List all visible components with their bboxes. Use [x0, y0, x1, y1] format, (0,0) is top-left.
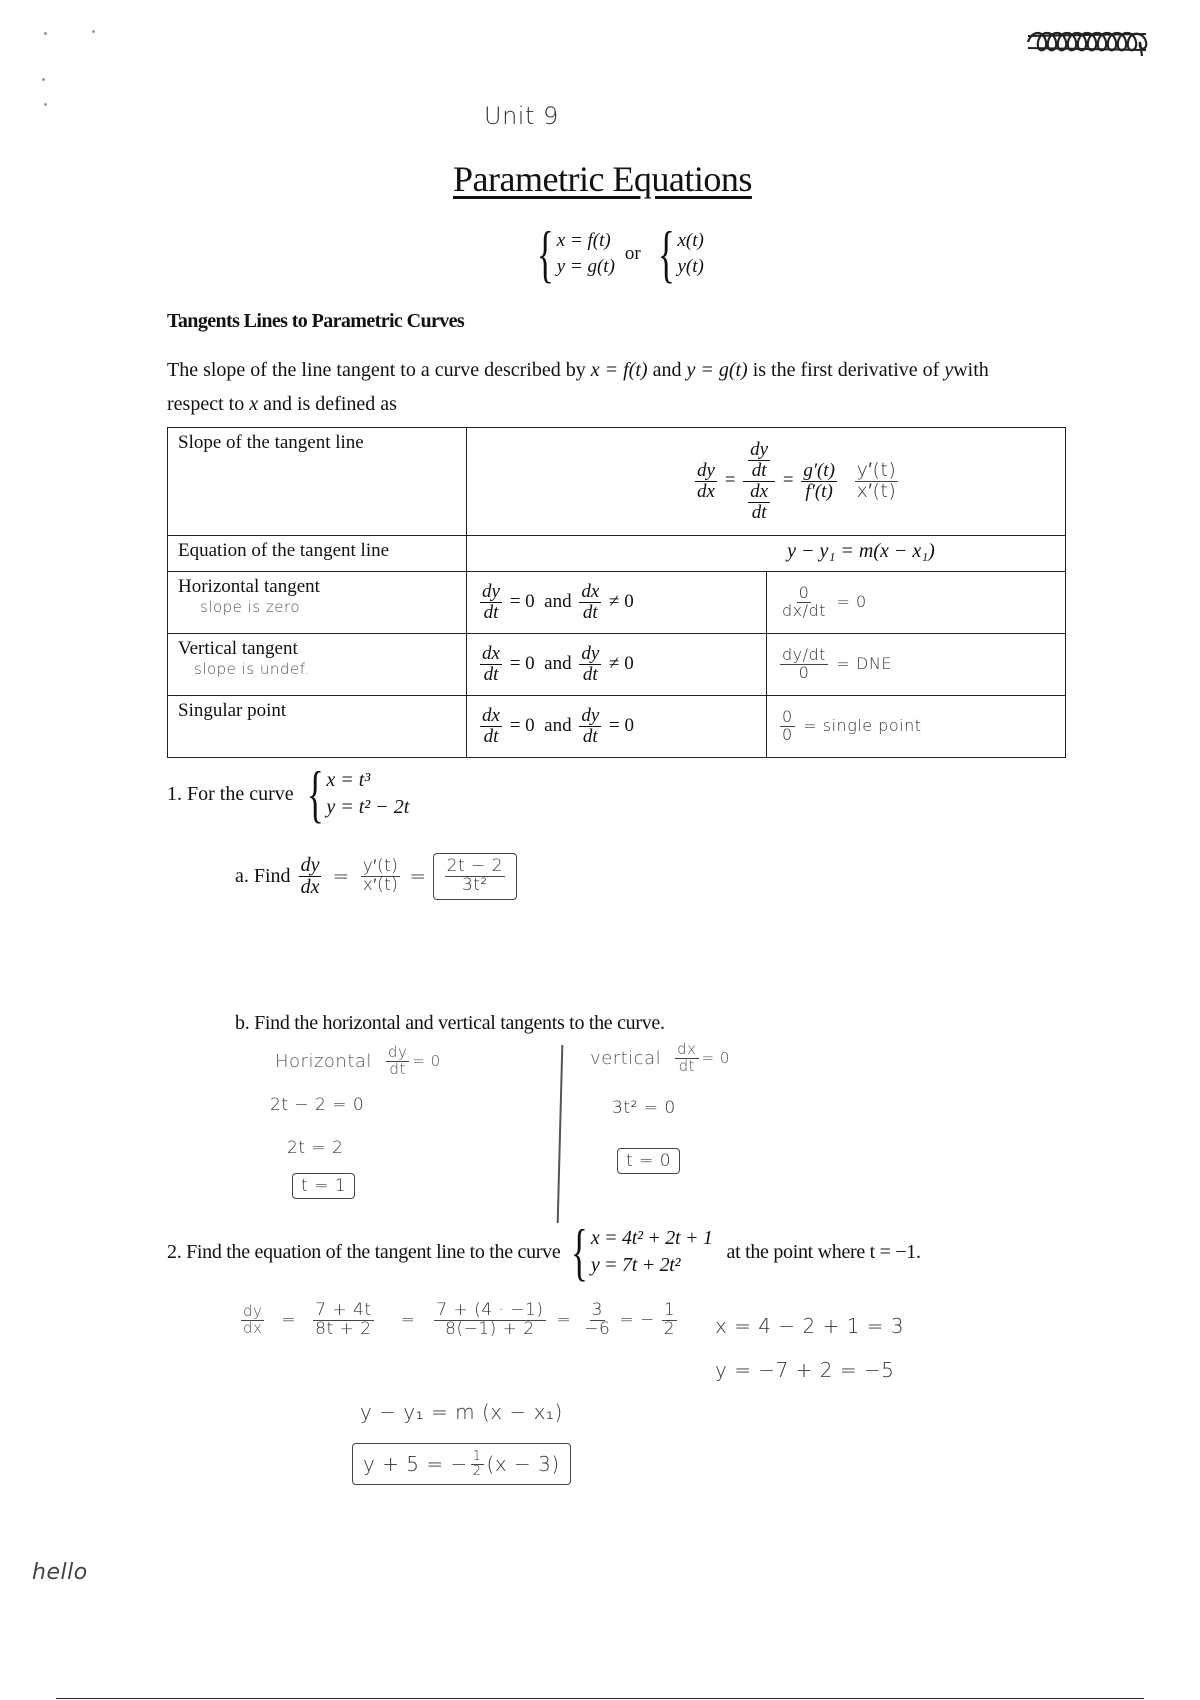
row-label: Equation of the tangent line: [168, 536, 467, 572]
x-point-calc: x = 4 − 2 + 1 = 3: [715, 1314, 905, 1338]
horizontal-answer: t = 1: [292, 1173, 355, 1199]
table-row: [168, 634, 1066, 696]
scribble-mark: [1022, 20, 1162, 60]
horizontal-step-2: 2t = 2: [287, 1138, 344, 1158]
derivative-fraction: $\frac{g'(t)}{f'(t)}$: [803, 460, 835, 502]
margin-speck: [44, 32, 47, 35]
margin-speck: [92, 30, 95, 33]
definition-right-system: { x(t) y(t): [657, 218, 704, 289]
problem-2: 2. Find the equation of the tangent line to the curve { x = 4t² + 2t + 1 y = 7t + 2t² at the point where t = −1.: [167, 1216, 921, 1287]
curve-system: { x = 4t² + 2t + 1 y = 7t + 2t²: [571, 1216, 713, 1287]
condition-cell: $\frac{dx}{dt}$ = 0 and $\frac{dy}{dt}$ ≠ 0: [467, 634, 767, 696]
horizontal-step-1: 2t − 2 = 0: [270, 1095, 365, 1115]
unit-label: Unit 9: [484, 102, 559, 130]
point-slope-form: y − y₁ = m (x − x₁): [360, 1400, 563, 1424]
dydx-fraction: $\frac{dy}{dx}$: [697, 460, 715, 502]
row-label: Horizontal tangent slope is zero: [168, 572, 467, 634]
or-text: or: [624, 243, 641, 264]
margin-speck: [42, 78, 45, 81]
handwritten-result: $\frac{0}{0}$ = single point: [767, 696, 1066, 758]
problem-1b: b. Find the horizontal and vertical tangents to the curve.: [235, 1012, 665, 1034]
tangent-equation: y − y₁ = m(x − x₁): [467, 536, 1066, 572]
final-answer-box: y + 5 = − $\frac{1}{2}$ (x − 3): [352, 1443, 571, 1485]
horizontal-work-header: Horizontal $\frac{dy}{dt}$ = 0: [275, 1043, 441, 1078]
vertical-work-header: vertical $\frac{dx}{dt}$ = 0: [590, 1040, 730, 1075]
problem-2-slope-work: $\frac{dy}{dx}$ = $\frac{7 + 4t}{8t + 2}$ = $\frac{7 + (4 \cdot -1)}{8(-1) + 2}$ = $\frac{3}{-6}$ = − $\frac{1}{2}$: [243, 1300, 676, 1339]
margin-speck: [44, 103, 47, 106]
row-label: Singular point: [168, 696, 467, 758]
definition-left-system: { x = f(t) y = g(t): [536, 218, 615, 289]
intro-paragraph: The slope of the line tangent to a curve described by x = f(t) and y = g(t) is the first derivative of ywith respect to x and is defined as: [167, 359, 989, 415]
work-divider: [557, 1045, 564, 1223]
problem-1a: a. Find $\frac{dy}{dx}$ = $\frac{y'(t)}{x'(t)}$ = $\frac{2t - 2}{\text{3t²}}$: [235, 853, 517, 900]
handwritten-note: slope is undef.: [194, 660, 310, 678]
condition-cell: $\frac{dx}{dt}$ = 0 and $\frac{dy}{dt}$ = 0: [467, 696, 767, 758]
page-title: Parametric Equations: [453, 159, 752, 199]
handwritten-fraction: $\frac{y'(t)}{x'(t)}$: [856, 459, 897, 502]
condition-cell: $\frac{dy}{dt}$ = 0 and $\frac{dx}{dt}$ ≠ 0: [467, 572, 767, 634]
row-label: Slope of the tangent line: [168, 428, 467, 536]
handwritten-result: $\frac{dy/dt}{0}$ = DNE: [767, 634, 1066, 696]
curve-system: { x = t³ y = t² − 2t: [306, 758, 410, 829]
handwritten-note: slope is zero: [200, 598, 301, 616]
y-point-calc: y = −7 + 2 = −5: [715, 1358, 895, 1382]
row-label: Vertical tangent slope is undef.: [168, 634, 467, 696]
vertical-step-1: 3t² = 0: [612, 1098, 676, 1118]
section-heading: Tangents Lines to Parametric Curves: [167, 310, 465, 332]
tangent-reference-table: [167, 427, 1066, 758]
table-row: [168, 536, 1066, 572]
parametric-definition: [530, 218, 704, 289]
table-row: [168, 428, 1066, 536]
footer-note: hello: [32, 1560, 88, 1585]
table-row: [168, 696, 1066, 758]
page-bottom-rule: [56, 1698, 1144, 1699]
vertical-answer: t = 0: [617, 1148, 680, 1174]
compound-fraction: $\frac{\frac{dy}{dt}}{\frac{dx}{dt}}$: [743, 440, 775, 523]
table-row: [168, 572, 1066, 634]
problem-1: 1. For the curve { x = t³ y = t² − 2t: [167, 758, 410, 829]
answer-box: $\frac{2t - 2}{\text{3t²}}$: [433, 853, 517, 900]
slope-formula-cell: $\frac{dy}{dx}$ = $\frac{\frac{dy}{dt}}{\frac{dx}{dt}}$ = $\frac{g'(t)}{f'(t)}$ $\frac{y'(t)}{x'(t)}$: [467, 428, 1066, 536]
handwritten-result: $\frac{0}{dx/dt}$ = 0: [767, 572, 1066, 634]
